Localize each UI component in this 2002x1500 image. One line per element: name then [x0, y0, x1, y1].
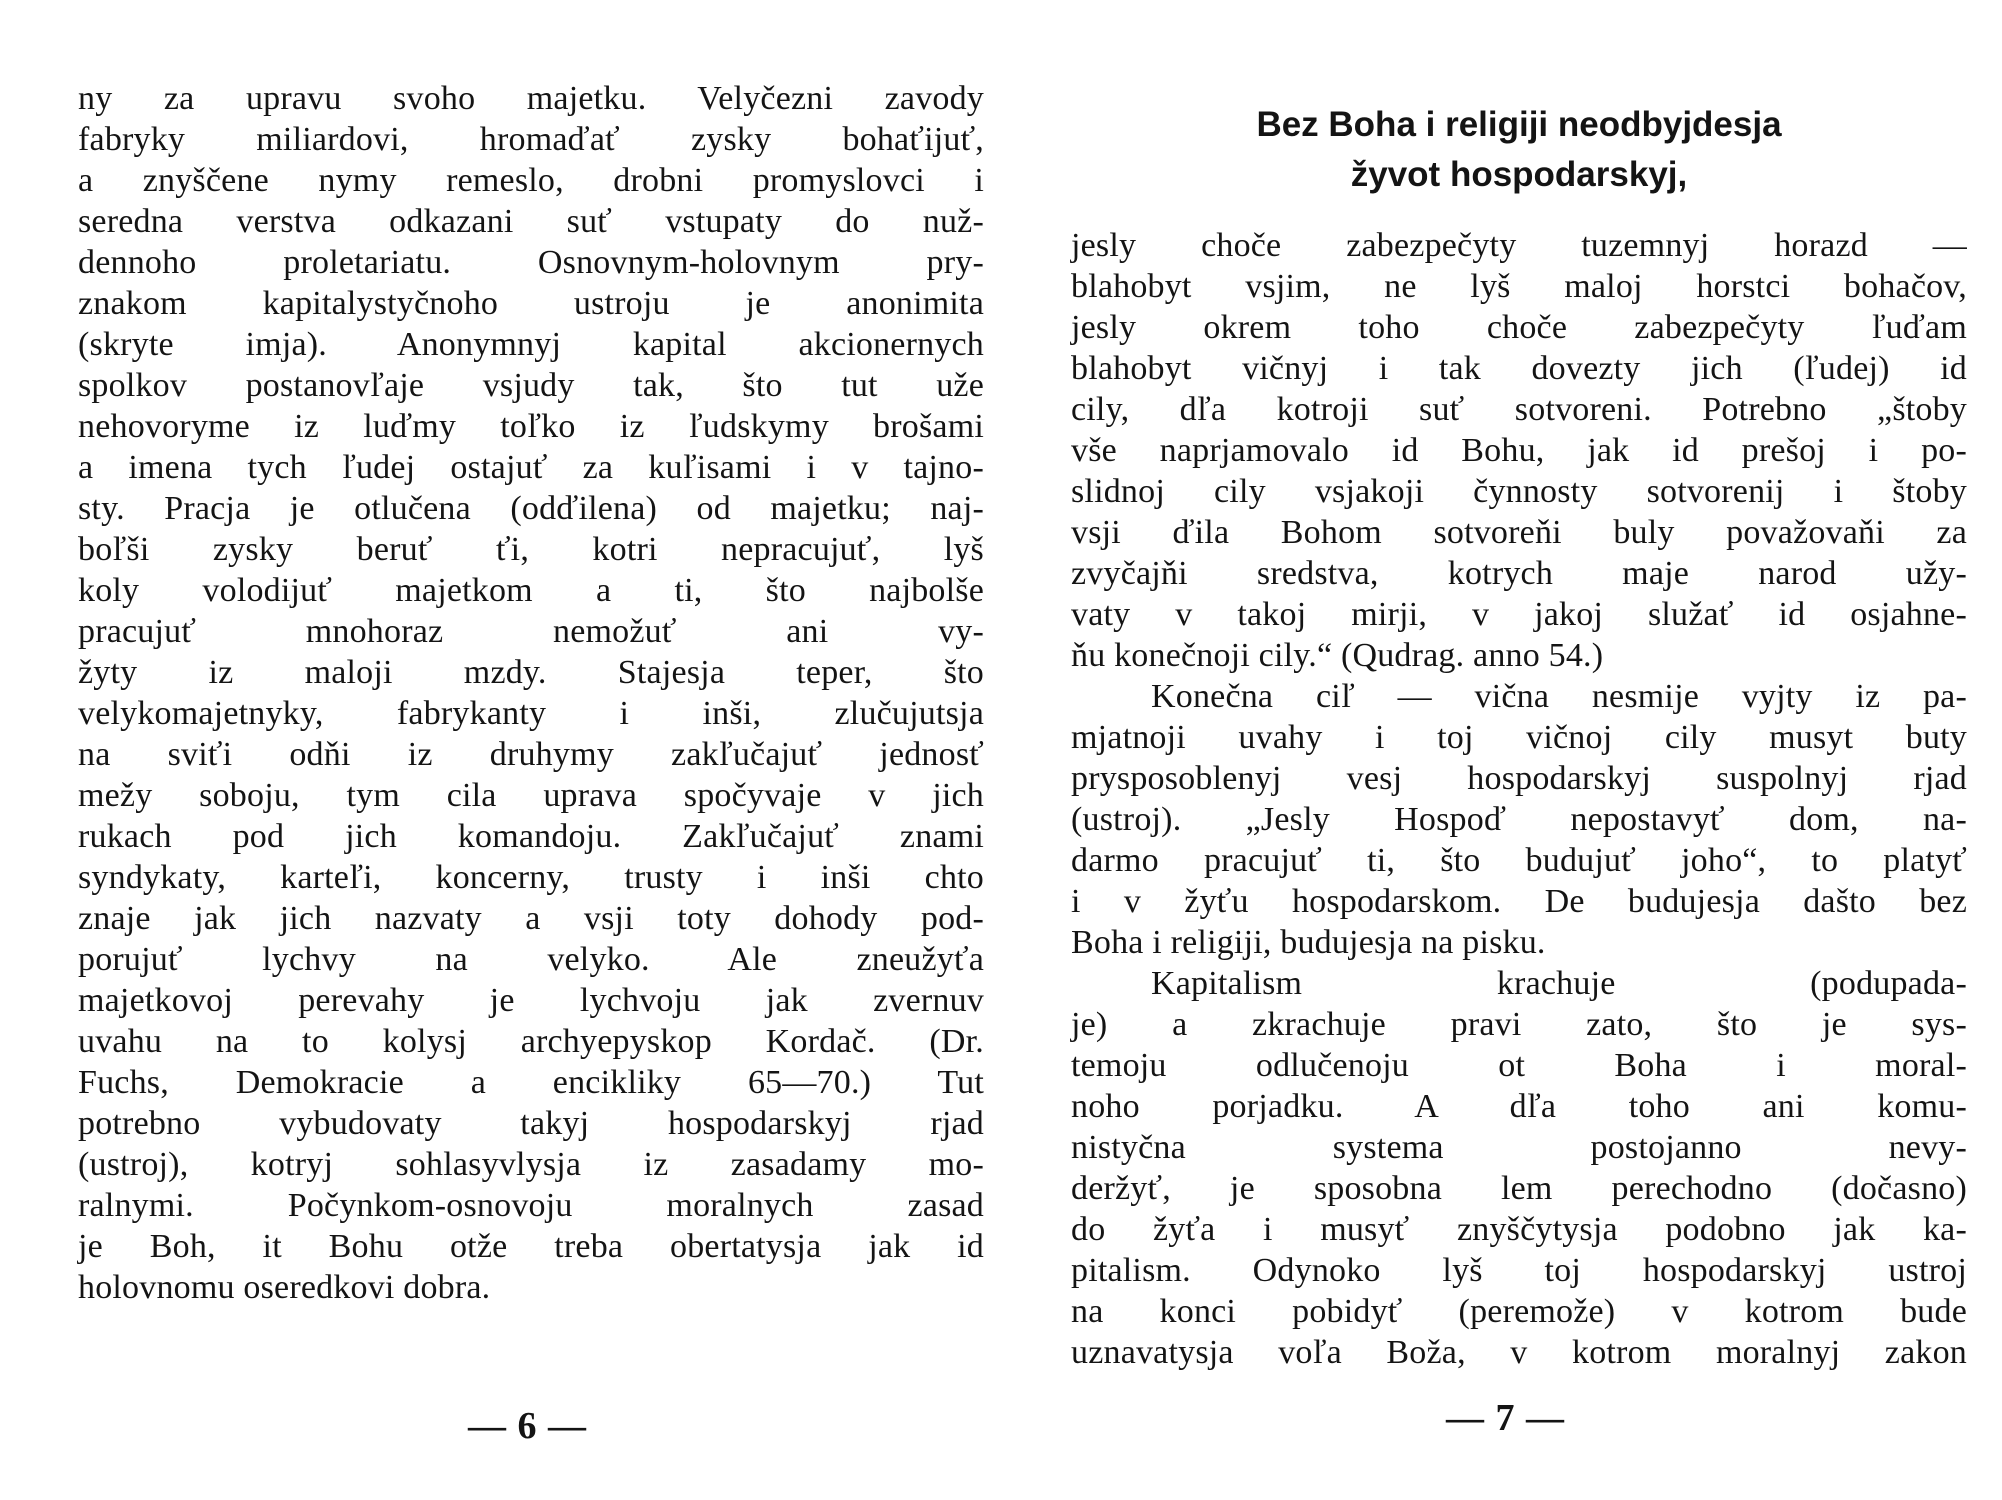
text-line: pitalism. Odynoko lyš toj hospodarskyj ustroj: [1071, 1252, 1967, 1289]
text-line: porujuť lychvy na velyko. Ale zneužyťa: [78, 941, 984, 978]
heading-line: žyvot hospodarskyj,: [1350, 155, 1688, 194]
text-line: ny za upravu svoho majetku. Velyčezni zavody: [78, 80, 984, 117]
text-line: boľši zysky beruť ťi, kotri nepracujuť, lyš: [78, 531, 984, 568]
text-line: cily, dľa kotroji suť sotvoreni. Potrebno „štoby: [1071, 391, 1967, 428]
text-line: Kapitalism krachuje (podupada-: [1151, 965, 1967, 1002]
text-line: (ustroj), kotryj sohlasyvlysja iz zasadamy mo-: [78, 1146, 984, 1183]
text-line: seredna verstva odkazani suť vstupaty do nuž-: [78, 203, 984, 240]
text-line: blahobyt vičnyj i tak dovezty jich (ľudej) id: [1071, 350, 1967, 387]
text-line: majetkovoj perevahy je lychvoju jak zvernuv: [78, 982, 984, 1019]
text-line: na sviťi odňi iz druhymy zakľučajuť jednosť: [78, 736, 984, 773]
text-line: jesly choče zabezpečyty tuzemnyj horazd —: [1071, 227, 1967, 264]
text-line: syndykaty, karteľi, koncerny, trusty i inši chto: [78, 859, 984, 896]
text-line: Fuchs, Demokracie a encikliky 65—70.) Tut: [78, 1064, 984, 1101]
text-line: Konečna ciľ — vična nesmije vyjty iz pa-: [1151, 678, 1967, 715]
text-line: mjatnoji uvahy i toj vičnoj cily musyt buty: [1071, 719, 1967, 756]
text-line: sty. Pracja je otlučena (odďilena) od majetku; naj-: [78, 490, 984, 527]
text-line: vše naprjamovalo id Bohu, jak id prešoj i po-: [1071, 432, 1967, 469]
text-line: slidnoj cily vsjakoji čynnosty sotvorenij i štoby: [1071, 473, 1967, 510]
text-line: holovnomu oseredkovi dobra.: [78, 1269, 491, 1306]
text-line: znaje jak jich nazvaty a vsji toty dohody pod-: [78, 900, 984, 937]
text-line: koly volodijuť majetkom a ti, što najbolše: [78, 572, 984, 609]
text-line: ralnymi. Počynkom-osnovoju moralnych zasad: [78, 1187, 984, 1224]
page-number: — 6 —: [468, 1405, 587, 1447]
text-line: deržyť, je sposobna lem perechodno (dočasno): [1071, 1170, 1967, 1207]
section-heading: [1071, 100, 1967, 200]
text-line: zvyčajňi sredstva, kotrych maje narod užy-: [1071, 555, 1967, 592]
text-line: dennoho proletariatu. Osnovnym-holovnym pry-: [78, 244, 984, 281]
text-line: je Boh, it Bohu otže treba obertatysja jak id: [78, 1228, 984, 1265]
text-line: nehovoryme iz luďmy toľko iz ľudskymy brošami: [78, 408, 984, 445]
text-line: fabryky miliardovi, hromaďať zysky bohaťijuť,: [78, 121, 984, 158]
text-line: prysposoblenyj vesj hospodarskyj suspolnyj rjad: [1071, 760, 1967, 797]
right-page-body: [1071, 225, 1967, 1373]
text-line: pracujuť mnohoraz nemožuť ani vy-: [78, 613, 984, 650]
text-line: potrebno vybudovaty takyj hospodarskyj rjad: [78, 1105, 984, 1142]
text-line: a imena tych ľudej ostajuť za kuľisami i v tajno-: [78, 449, 984, 486]
right-page: [1001, 0, 2002, 1500]
text-line: rukach pod jich komandoju. Zakľučajuť znami: [78, 818, 984, 855]
heading-line: Bez Boha i religiji neodbyjdesja: [1256, 105, 1782, 144]
text-line: uvahu na to kolysj archyepyskop Kordač. (Dr.: [78, 1023, 984, 1060]
text-line: velykomajetnyky, fabrykanty i inši, zlučujutsja: [78, 695, 984, 732]
text-line: na konci pobidyť (peremože) v kotrom bude: [1071, 1293, 1967, 1330]
text-line: (skryte imja). Anonymnyj kapital akcionernych: [78, 326, 984, 363]
text-line: jesly okrem toho choče zabezpečyty ľuďam: [1071, 309, 1967, 346]
text-line: darmo pracujuť ti, što budujuť joho“, to platyť: [1071, 842, 1967, 879]
text-line: spolkov postanovľaje vsjudy tak, što tut uže: [78, 367, 984, 404]
text-line: vsji ďila Bohom sotvoreňi buly považovaňi za: [1071, 514, 1967, 551]
text-line: ňu konečnoji cily.“ (Qudrag. anno 54.): [1071, 637, 1604, 674]
text-line: blahobyt vsjim, ne lyš maloj horstci bohačov,: [1071, 268, 1967, 305]
text-line: (ustroj). „Jesly Hospoď nepostavyť dom, na-: [1071, 801, 1967, 838]
text-line: i v žyťu hospodarskom. De budujesja dašto bez: [1071, 883, 1967, 920]
text-line: žyty iz maloji mzdy. Stajesja teper, što: [78, 654, 984, 691]
text-line: Boha i religiji, budujesja na pisku.: [1071, 924, 1546, 961]
text-line: mežy soboju, tym cila uprava spočyvaje v jich: [78, 777, 984, 814]
text-line: a znyščene nymy remeslo, drobni promyslovci i: [78, 162, 984, 199]
text-line: znakom kapitalystyčnoho ustroju je anonimita: [78, 285, 984, 322]
text-line: vaty v takoj mirji, v jakoj služať id osjahne-: [1071, 596, 1967, 633]
text-line: temoju odlučenoju ot Boha i moral-: [1071, 1047, 1967, 1084]
page-number: — 7 —: [1446, 1397, 1565, 1439]
text-line: je) a zkrachuje pravi zato, što je sys-: [1071, 1006, 1967, 1043]
left-page-body: [78, 78, 984, 1308]
text-line: uznavatysja voľa Boža, v kotrom moralnyj zakon: [1071, 1334, 1967, 1371]
text-line: nistyčna systema postojanno nevy-: [1071, 1129, 1967, 1166]
text-line: noho porjadku. A dľa toho ani komu-: [1071, 1088, 1967, 1125]
text-line: do žyťa i musyť znyščytysja podobno jak ka-: [1071, 1211, 1967, 1248]
